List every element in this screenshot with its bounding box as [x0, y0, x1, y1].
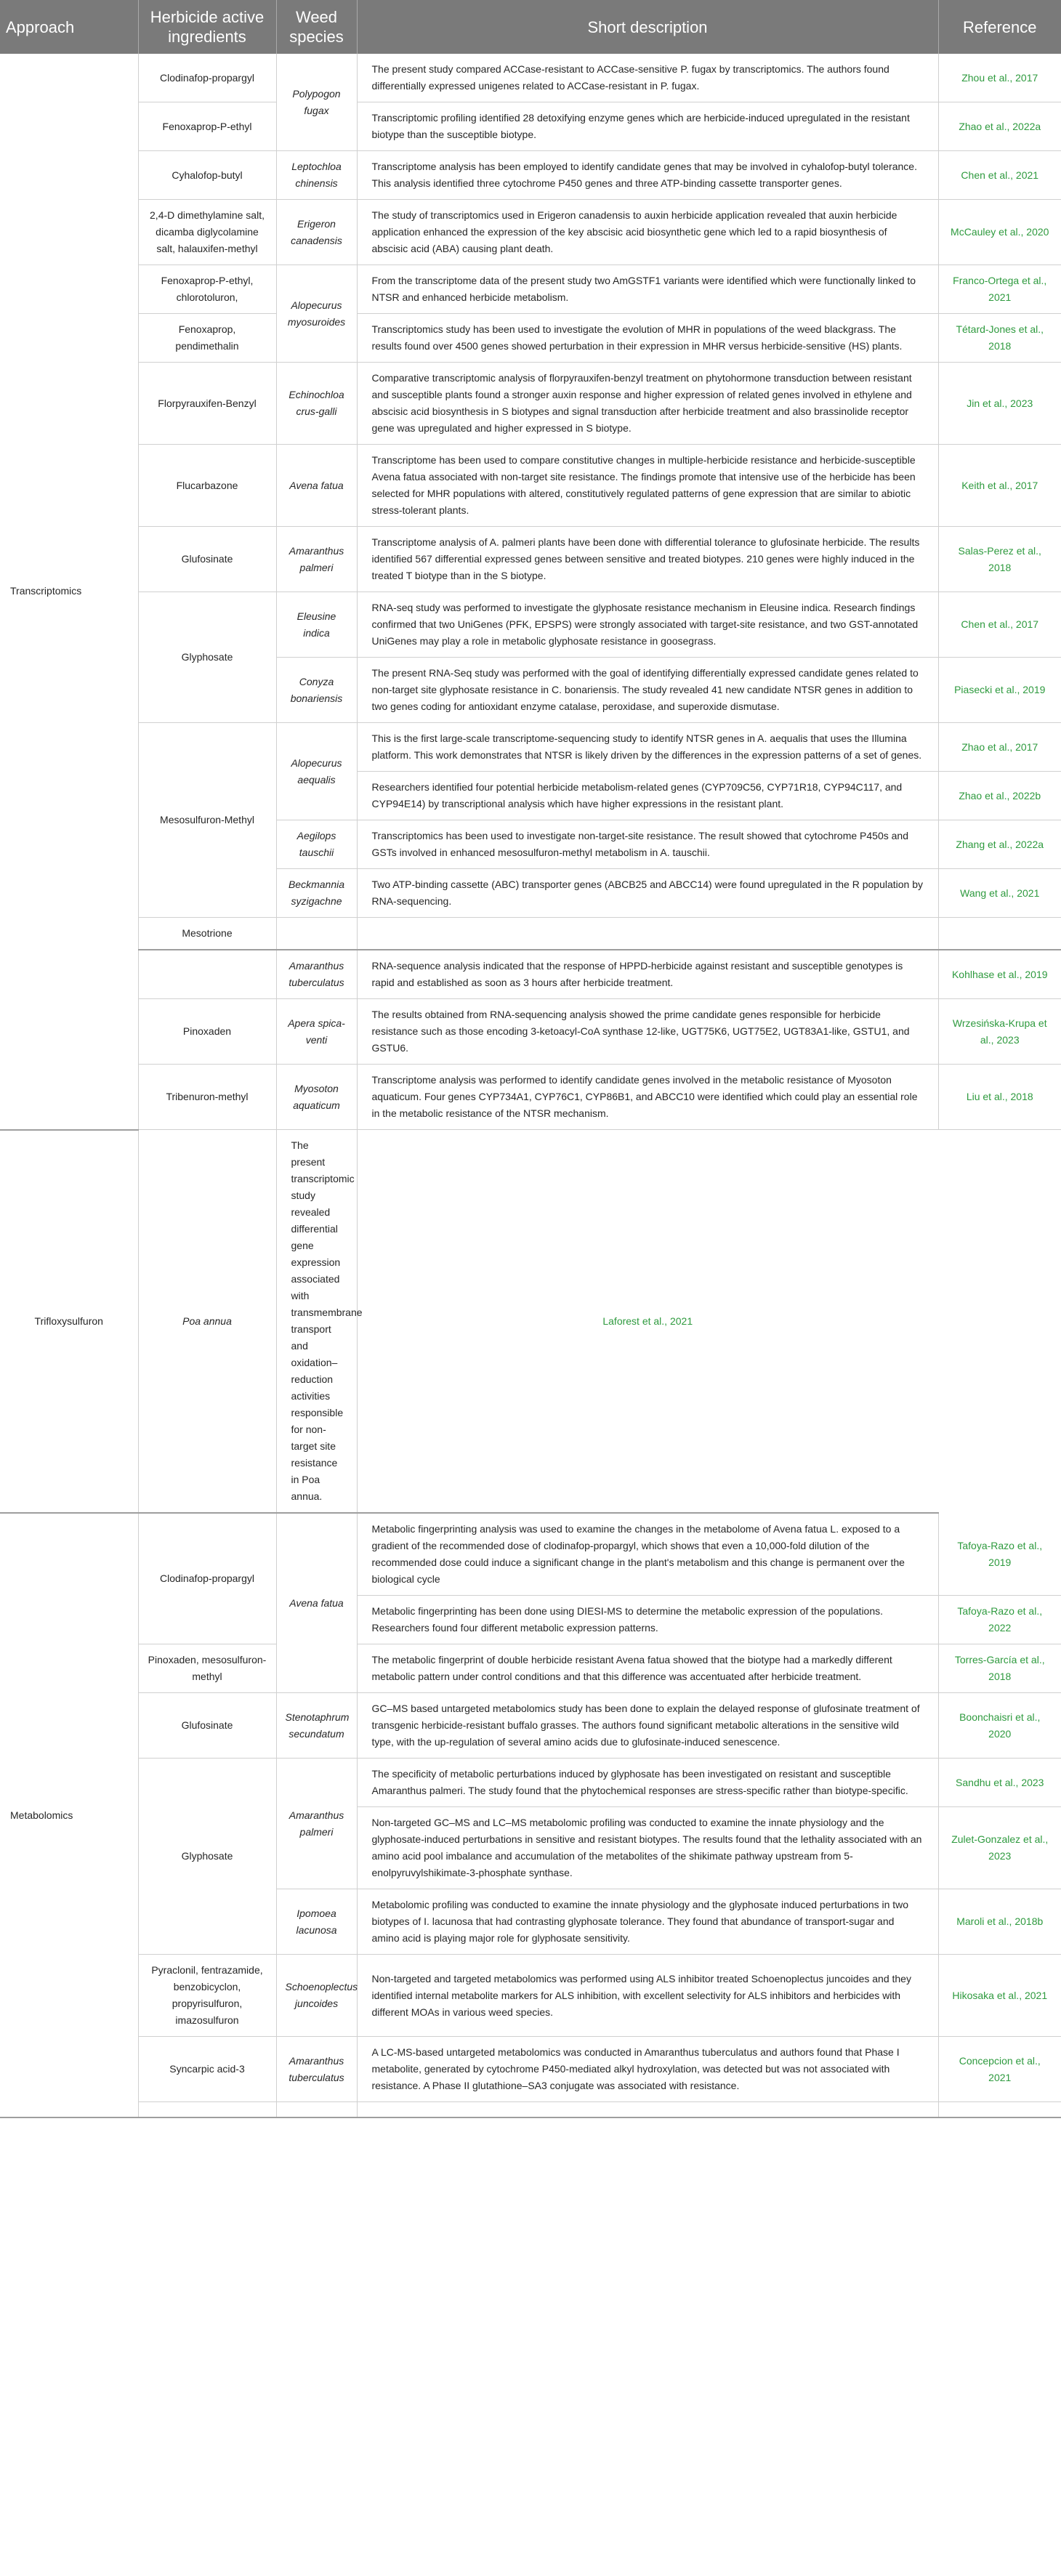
weed-cell: Alopecurus aequalis: [276, 723, 357, 820]
reference-link[interactable]: Laforest et al., 2021: [357, 1130, 938, 1514]
herbicide-cell: [138, 2102, 276, 2118]
reference-link[interactable]: Concepcion et al., 2021: [938, 2037, 1061, 2102]
reference-link[interactable]: Piasecki et al., 2019: [938, 658, 1061, 723]
weed-cell: Amaranthus palmeri: [276, 1759, 357, 1889]
reference-cell: [938, 918, 1061, 950]
description-cell: [357, 918, 938, 950]
herbicide-cell: Tribenuron-methyl: [138, 1065, 276, 1130]
description-cell: The specificity of metabolic perturbations induced by glyphosate has been investigated on resistant and susceptible Amaranthus palmeri. The study found that the phytochemical responses are stress-specific rather than biotype-specific.: [357, 1759, 938, 1807]
table-row: [0, 265, 1061, 314]
weed-cell: Aegilops tauschii: [276, 820, 357, 869]
weed-cell: Beckmannia syzigachne: [276, 869, 357, 918]
description-cell: Researchers identified four potential herbicide metabolism-related genes (CYP709C56, CYP71R18, CYP94C117, and CYP94E14) by transcriptional analysis which have higher expressions in the resistant plant.: [357, 772, 938, 820]
reference-link[interactable]: Torres-García et al., 2018: [938, 1644, 1061, 1693]
reference-link[interactable]: Zhang et al., 2022a: [938, 820, 1061, 869]
description-cell: The study of transcriptomics used in Erigeron canadensis to auxin herbicide application revealed that auxin herbicide application enhanced the expression of the key abscisic acid biosynthetic gene which led to a rapid biosynthesis of abscisic acid (ABA) causing plant death.: [357, 200, 938, 265]
reference-link[interactable]: Liu et al., 2018: [938, 1065, 1061, 1130]
description-cell: Non-targeted and targeted metabolomics was performed using ALS inhibitor treated Schoenoplectus juncoides and they identified internal metabolite markers for ALS inhibition, with excellent selectivity for ALS inhibitors and herbicides with different MOAs in various weed species.: [357, 1955, 938, 2037]
weed-cell: Stenotaphrum secundatum: [276, 1693, 357, 1759]
reference-link[interactable]: Tafoya-Razo et al., 2019: [938, 1513, 1061, 1596]
weed-cell: Apera spica-venti: [276, 999, 357, 1065]
herbicide-cell: Mesosulfuron-Methyl: [138, 723, 276, 918]
herbicide-cell: 2,4-D dimethylamine salt, dicamba diglycolamine salt, halauxifen-methyl: [138, 200, 276, 265]
table-row: [0, 527, 1061, 592]
description-cell: RNA-sequence analysis indicated that the response of HPPD-herbicide against resistant and susceptible genotypes is rapid and established as soon as 3 hours after herbicide treatment.: [357, 950, 938, 999]
reference-link[interactable]: Wang et al., 2021: [938, 869, 1061, 918]
description-cell: Transcriptome analysis of A. palmeri plants have been done with differential tolerance to glufosinate herbicide. The results identified 567 differential expressed genes between sensitive and treated biotypes. 210 genes were highly induced in the treated T biotype than in the S biotype.: [357, 527, 938, 592]
reference-cell: [938, 2102, 1061, 2118]
weed-cell: [276, 2102, 357, 2118]
table-row: [0, 999, 1061, 1065]
table-row: [0, 54, 1061, 102]
description-cell: Comparative transcriptomic analysis of florpyrauxifen-benzyl treatment on phytohormone transduction between resistant and susceptible plants found a stronger auxin response and higher expression of related genes involved in ethylene and abscisic acid biosynthesis in S biotypes and signal transduction after herbicide treatment and also brassinolide receptor gene was upregulated and higher expressed in S biotype.: [357, 363, 938, 445]
description-cell: Transcriptome analysis was performed to identify candidate genes involved in the metabolic resistance of Myosoton aquaticum. Four genes CYP734A1, CYP76C1, CYP86B1, and ABCC10 were identified which could play an essential role in the metabolic resistance of the NTSR mechanism.: [357, 1065, 938, 1130]
table-row: [0, 592, 1061, 658]
herbicide-cell: Pinoxaden, mesosulfuron-methyl: [138, 1644, 276, 1693]
header-herbicide: Herbicide active ingredients: [138, 0, 276, 54]
reference-link[interactable]: Hikosaka et al., 2021: [938, 1955, 1061, 2037]
table-row: [0, 2037, 1061, 2102]
description-cell: From the transcriptome data of the present study two AmGSTF1 variants were identified which were functionally linked to NTSR and enhanced herbicide metabolism.: [357, 265, 938, 314]
herbicide-cell: Glyphosate: [138, 1759, 276, 1955]
weed-cell: Eleusine indica: [276, 592, 357, 658]
reference-link[interactable]: Tétard-Jones et al., 2018: [938, 314, 1061, 363]
description-cell: Transcriptomics has been used to investigate non-target-site resistance. The result showed that cytochrome P450s and GSTs involved in enhanced mesosulfuron-methyl metabolism in A. tauschii.: [357, 820, 938, 869]
description-cell: Two ATP-binding cassette (ABC) transporter genes (ABCB25 and ABCC14) were found upregulated in the R population by RNA-sequencing.: [357, 869, 938, 918]
description-cell: The metabolic fingerprint of double herbicide resistant Avena fatua showed that the biotype had a markedly different metabolic pattern under control conditions and that this difference was accentuated after herbicide treatment.: [357, 1644, 938, 1693]
table-row: [0, 1130, 1061, 1514]
weed-cell: Amaranthus palmeri: [276, 527, 357, 592]
weed-cell: Poa annua: [138, 1130, 276, 1514]
herbicide-cell: Cyhalofop-butyl: [138, 151, 276, 200]
table-row: [0, 102, 1061, 151]
table-row: [0, 1513, 1061, 1596]
weed-cell: [276, 918, 357, 950]
reference-link[interactable]: Zhao et al., 2022a: [938, 102, 1061, 151]
reference-link[interactable]: Zhao et al., 2022b: [938, 772, 1061, 820]
table-row: [0, 1065, 1061, 1130]
reference-link[interactable]: Boonchaisri et al., 2020: [938, 1693, 1061, 1759]
description-cell: Metabolomic profiling was conducted to examine the innate physiology and the glyphosate induced perturbations in two biotypes of I. lacunosa that had contrasting glyphosate tolerance. They found that abundance of transport-sugar and amino acid is playing major role for glyphosate sensitivity.: [357, 1889, 938, 1955]
table-row: [0, 950, 1061, 999]
weed-cell: Echinochloa crus-galli: [276, 363, 357, 445]
header-reference: Reference: [938, 0, 1061, 54]
herbicide-cell: Glyphosate: [138, 592, 276, 723]
table-row: [0, 314, 1061, 363]
herbicide-cell: Syncarpic acid-3: [138, 2037, 276, 2102]
reference-link[interactable]: Tafoya-Razo et al., 2022: [938, 1596, 1061, 1644]
reference-link[interactable]: Chen et al., 2017: [938, 592, 1061, 658]
reference-link[interactable]: Jin et al., 2023: [938, 363, 1061, 445]
herbicide-cell: [138, 950, 276, 999]
description-cell: Transcriptomics study has been used to investigate the evolution of MHR in populations of the weed blackgrass. The results found over 4500 genes showed perturbation in their expression in MHR versus herbicide-sensitive (HS) plants.: [357, 314, 938, 363]
description-cell: [357, 2102, 938, 2118]
table-row: [0, 445, 1061, 527]
herbicide-cell: Clodinafop-propargyl: [138, 1513, 276, 1644]
reference-link[interactable]: Wrzesińska-Krupa et al., 2023: [938, 999, 1061, 1065]
description-cell: The present RNA-Seq study was performed with the goal of identifying differentially expressed candidate genes related to non-target site glyphosate resistance in C. bonariensis. The study revealed 41 new candidate NTSR genes in addition to two genes coding for antioxidant enzyme catalase, peroxidase, and superoxide dismutase.: [357, 658, 938, 723]
herbicide-cell: Glufosinate: [138, 527, 276, 592]
table-row: [0, 1759, 1061, 1807]
weed-cell: Polypogon fugax: [276, 54, 357, 151]
reference-link[interactable]: Keith et al., 2017: [938, 445, 1061, 527]
table-row: [0, 1955, 1061, 2037]
weed-cell: Conyza bonariensis: [276, 658, 357, 723]
herbicide-cell: Pyraclonil, fentrazamide, benzobicyclon, propyrisulfuron, imazosulfuron: [138, 1955, 276, 2037]
herbicide-cell: Clodinafop-propargyl: [138, 54, 276, 102]
description-cell: The present study compared ACCase-resistant to ACCase-sensitive P. fugax by transcriptomics. The authors found differentially expressed unigenes related to ACCase-resistant in P. fugax.: [357, 54, 938, 102]
approach-cell: Transcriptomics: [0, 54, 138, 1130]
reference-link[interactable]: Maroli et al., 2018b: [938, 1889, 1061, 1955]
table-row: [0, 363, 1061, 445]
table-row: [0, 151, 1061, 200]
weed-cell: Avena fatua: [276, 1513, 357, 1693]
description-cell: Metabolic fingerprinting has been done using DIESI-MS to determine the metabolic expression of the populations. Researchers found four different metabolic expression patterns.: [357, 1596, 938, 1644]
weed-cell: Amaranthus tuberculatus: [276, 950, 357, 999]
table-row: [0, 2102, 1061, 2118]
table-row: [0, 723, 1061, 772]
description-cell: Transcriptome has been used to compare constitutive changes in multiple-herbicide resistance and herbicide-susceptible Avena fatua associated with non-target site resistance. The findings promote that intensive use of the herbicide has been selected for MHR populations with altered, constitutively regulated patterns of gene expression that are similar to abiotic stress-tolerant plants.: [357, 445, 938, 527]
herbicide-cell: Glufosinate: [138, 1693, 276, 1759]
weed-cell: Avena fatua: [276, 445, 357, 527]
herbicide-cell: Pinoxaden: [138, 999, 276, 1065]
weed-cell: Schoenoplectus juncoides: [276, 1955, 357, 2037]
reference-link[interactable]: Salas-Perez et al., 2018: [938, 527, 1061, 592]
reference-link[interactable]: Kohlhase et al., 2019: [938, 950, 1061, 999]
reference-link[interactable]: Zhao et al., 2017: [938, 723, 1061, 772]
description-cell: Metabolic fingerprinting analysis was used to examine the changes in the metabolome of Avena fatua L. exposed to a gradient of the recommended dose of clodinafop-propargyl, which shows that even a 10,000-fold dilution of the recommended dose could induce a significant change in the plant's metabolism and this change is permanent over the biological cycle: [357, 1513, 938, 1596]
description-cell: Transcriptomic profiling identified 28 detoxifying enzyme genes which are herbicide-induced upregulated in the resistant biotype than the susceptible biotype.: [357, 102, 938, 151]
reference-link[interactable]: Franco-Ortega et al., 2021: [938, 265, 1061, 314]
reference-link[interactable]: Sandhu et al., 2023: [938, 1759, 1061, 1807]
herbicide-cell: Fenoxaprop-P-ethyl, chlorotoluron,: [138, 265, 276, 314]
table-row: [0, 200, 1061, 265]
table-row: [0, 1644, 1061, 1693]
herbicide-cell: Florpyrauxifen-Benzyl: [138, 363, 276, 445]
description-cell: A LC-MS-based untargeted metabolomics was conducted in Amaranthus tuberculatus and authors found that Phase I metabolite, generated by cytochrome P450-mediated alkyl hydroxylation, was detected but was not associated with resistance. A Phase II glutathione–SA3 conjugate was associated with resistance.: [357, 2037, 938, 2102]
reference-link[interactable]: Chen et al., 2021: [938, 151, 1061, 200]
description-cell: Non-targeted GC–MS and LC–MS metabolomic profiling was conducted to examine the innate physiology and the glyphosate-induced perturbations in sensitive and resistant biotypes. The results found that the lethality associated with an amino acid pool imbalance and accumulation of the metabolites of the shikimate pathway upstream from 5-enolpyruvylshikimate-3-phosphate synthase.: [357, 1807, 938, 1889]
herbicide-cell: Flucarbazone: [138, 445, 276, 527]
weed-cell: Myosoton aquaticum: [276, 1065, 357, 1130]
description-cell: The results obtained from RNA-sequencing analysis showed the prime candidate genes responsible for herbicide resistance such as those encoding 3-ketoacyl-CoA synthase 12-like, UGT75K6, UGT75E2, UGT83A1-like, GSTU1, and GSTU6.: [357, 999, 938, 1065]
approach-cell: Metabolomics: [0, 1513, 138, 2117]
table-row: [0, 918, 1061, 950]
herbicide-cell: Fenoxaprop-P-ethyl: [138, 102, 276, 151]
weed-cell: Alopecurus myosuroides: [276, 265, 357, 363]
header-row: [0, 0, 1061, 54]
reference-link[interactable]: Zulet-Gonzalez et al., 2023: [938, 1807, 1061, 1889]
header-weed: Weed species: [276, 0, 357, 54]
weed-cell: Amaranthus tuberculatus: [276, 2037, 357, 2102]
herbicide-cell: Mesotrione: [138, 918, 276, 950]
table-row: [0, 1693, 1061, 1759]
description-cell: Transcriptome analysis has been employed to identify candidate genes that may be involved in cyhalofop-butyl tolerance. This analysis identified three cytochrome P450 genes and three ATP-binding cassette transporter genes.: [357, 151, 938, 200]
weed-cell: Erigeron canadensis: [276, 200, 357, 265]
weed-cell: Leptochloa chinensis: [276, 151, 357, 200]
herbicide-cell: Fenoxaprop, pendimethalin: [138, 314, 276, 363]
description-cell: RNA-seq study was performed to investigate the glyphosate resistance mechanism in Eleusine indica. Research findings confirmed that two UniGenes (PFK, EPSPS) were strongly associated with target-site resistance, and two GST-annotated UniGenes may play a role in metabolic glyphosate resistance in goosegrass.: [357, 592, 938, 658]
weed-cell: Ipomoea lacunosa: [276, 1889, 357, 1955]
description-cell: This is the first large-scale transcriptome-sequencing study to identify NTSR genes in A. aequalis that uses the Illumina platform. This work demonstrates that NTSR is likely driven by the differences in the expression patterns of a set of genes.: [357, 723, 938, 772]
header-approach: Approach: [0, 0, 138, 54]
header-description: Short description: [357, 0, 938, 54]
reference-link[interactable]: Zhou et al., 2017: [938, 54, 1061, 102]
reference-link[interactable]: McCauley et al., 2020: [938, 200, 1061, 265]
herbicide-cell: Trifloxysulfuron: [0, 1130, 138, 1514]
description-cell: GC–MS based untargeted metabolomics study has been done to explain the delayed response of glufosinate treatment of transgenic herbicide-resistant buffalo grasses. The authors found significant metabolic alterations in the sensitive wild type, with the up-regulation of several amino acids due to glufosinate-induced senescence.: [357, 1693, 938, 1759]
description-cell: The present transcriptomic study revealed differential gene expression associated with transmembrane transport and oxidation–reduction activities responsible for non-target site resistance in Poa annua.: [276, 1130, 357, 1514]
